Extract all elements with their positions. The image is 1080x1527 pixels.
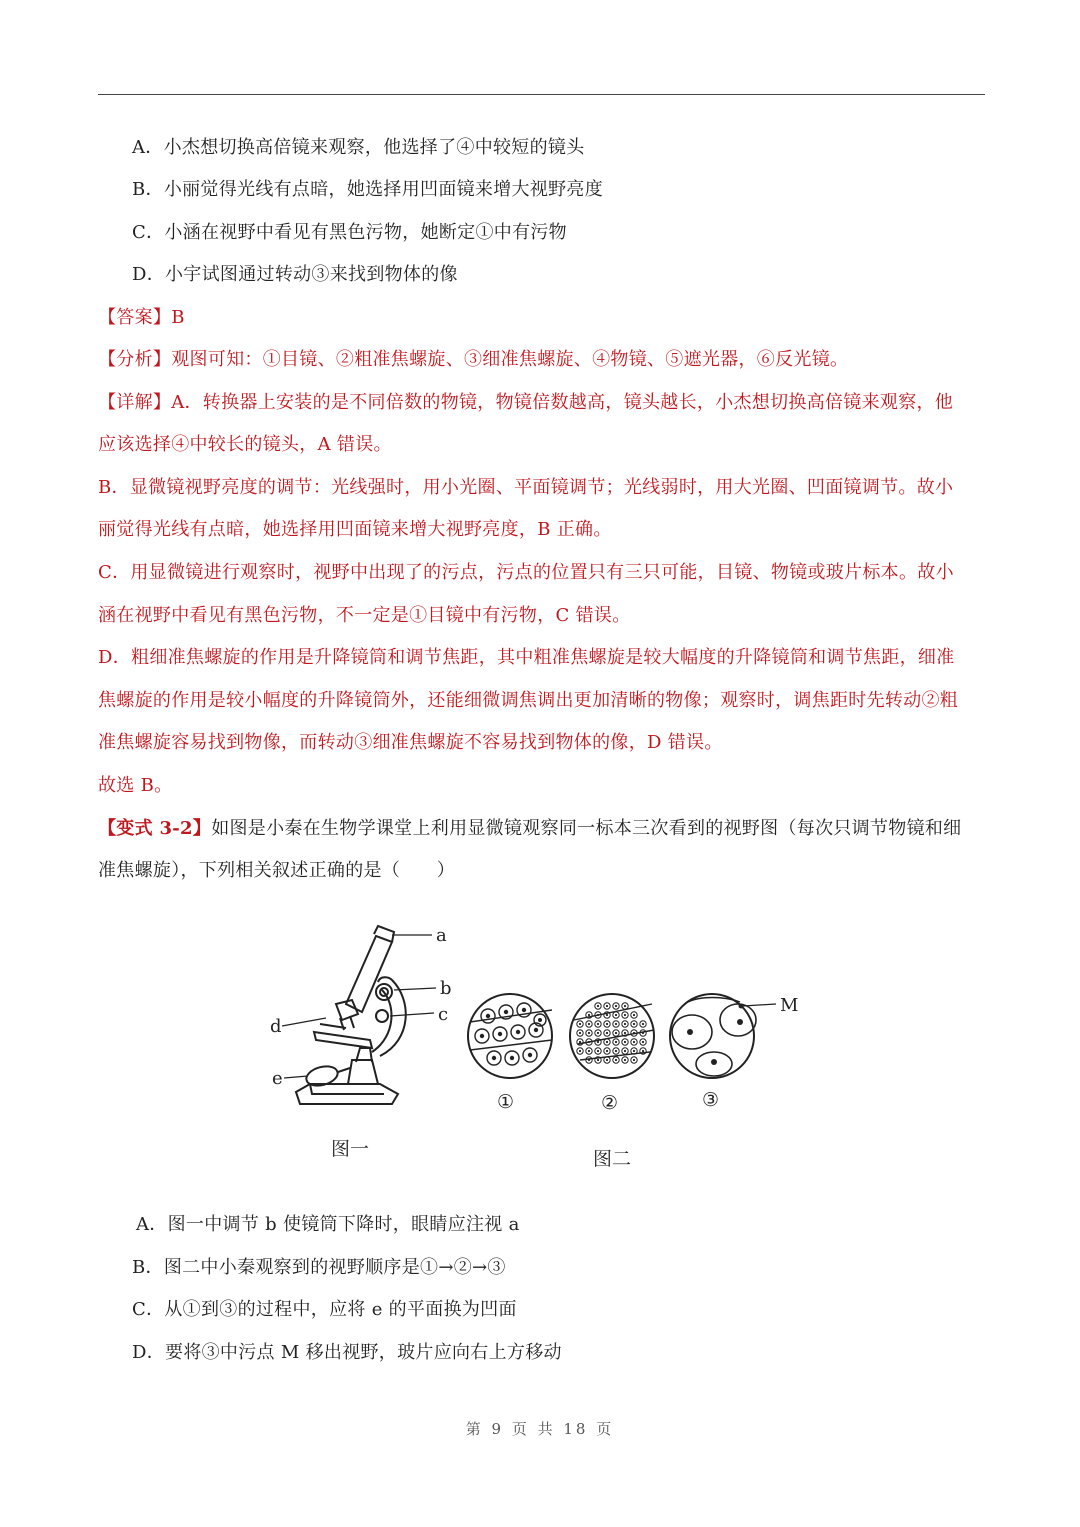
label-e: e: [272, 1068, 283, 1089]
detail-line-7: D．粗细准焦螺旋的作用是升降镜筒和调节焦距，其中粗准焦螺旋是较大幅度的升降镜筒和调节焦距，细准: [98, 647, 955, 668]
detail-line-6: 涵在视野中看见有黑色污物，不一定是①目镜中有污物，C 错误。: [98, 605, 631, 626]
detail-text: A．转换器上安装的是不同倍数的物镜，物镜倍数越高，镜头越长，小杰想切换高倍镜来观察，他: [171, 392, 954, 413]
cell-nucleus: [624, 1041, 626, 1043]
cell-nucleus: [624, 1032, 626, 1034]
microscope-stage: [314, 1032, 372, 1048]
detail-line-8: 焦螺旋的作用是较小幅度的升降镜筒外，还能细微调焦调出更加清晰的物像；观察时，调焦距时先转动②粗: [98, 690, 959, 711]
label-c: c: [438, 1004, 449, 1025]
cell-nucleus: [624, 1050, 626, 1052]
option-c: C．小涵在视野中看见有黑色污物，她断定①中有污物: [132, 222, 567, 243]
cell-nucleus: [615, 1032, 617, 1034]
figure-2-caption: 图二: [593, 1148, 632, 1170]
detail-tag: 【详解】: [98, 392, 172, 413]
option2-c: C．从①到③的过程中，应将 e 的平面换为凹面: [132, 1299, 517, 1320]
label-e-leader: [284, 1076, 308, 1078]
cell-nucleus: [597, 1059, 599, 1061]
cell-nucleus: [597, 1041, 599, 1043]
detail-line-3: B．显微镜视野亮度的调节：光线强时，用小光圈、平面镜调节；光线弱时，用大光圈、凹面镜调节。故小: [98, 477, 954, 498]
cell-nucleus: [606, 1023, 608, 1025]
cell-nucleus: [588, 1050, 590, 1052]
cell-nucleus: [633, 1023, 635, 1025]
label-d-leader: [282, 1018, 326, 1026]
cell-nucleus: [588, 1041, 590, 1043]
cell-nucleus: [597, 1014, 599, 1016]
cell-nucleus: [588, 1023, 590, 1025]
label-a: a: [436, 925, 447, 946]
figure-1-caption: 图一: [331, 1138, 370, 1160]
cell-nucleus: [588, 1059, 590, 1061]
cell-nucleus: [579, 1032, 581, 1034]
view-2-label: ②: [601, 1092, 619, 1114]
cell-nucleus: [606, 1059, 608, 1061]
detail-line-4: 丽觉得光线有点暗，她选择用凹面镜来增大视野亮度，B 正确。: [98, 519, 612, 540]
analysis-text: 观图可知：①目镜、②粗准焦螺旋、③细准焦螺旋、④物镜、⑤遮光器，⑥反光镜。: [171, 349, 849, 370]
view-3: [670, 994, 776, 1078]
label-m: M: [780, 995, 799, 1016]
cell-nucleus: [624, 1059, 626, 1061]
cell-nucleus: [606, 1041, 608, 1043]
cell-nucleus: [633, 1041, 635, 1043]
cell-nucleus: [588, 1014, 590, 1016]
detail-line-9: 准焦螺旋容易找到物像，而转动③细准焦螺旋不容易找到物体的像，D 错误。: [98, 732, 723, 753]
fine-focus-knob: [376, 1010, 388, 1022]
cell-nucleus: [579, 1041, 581, 1043]
cell-nucleus: [615, 1005, 617, 1007]
page-footer: 第 9 页 共 18 页: [465, 1420, 615, 1438]
cell-nucleus: [606, 1014, 608, 1016]
cell-nucleus: [615, 1050, 617, 1052]
cell-nucleus: [606, 1050, 608, 1052]
cell-nucleus: [633, 1032, 635, 1034]
option2-d: D．要将③中污点 M 移出视野，玻片应向右上方移动: [132, 1342, 562, 1363]
cell-nucleus: [615, 1014, 617, 1016]
cell-nucleus: [597, 1023, 599, 1025]
cell-nucleus: [597, 1005, 599, 1007]
cell-nucleus: [633, 1050, 635, 1052]
detail-line-5: C．用显微镜进行观察时，视野中出现了的污点，污点的位置只有三只可能，目镜、物镜或玻片标本。故小: [98, 562, 954, 583]
cell-nucleus: [579, 1023, 581, 1025]
cell-nucleus: [642, 1032, 644, 1034]
conclusion-line: 故选 B。: [98, 775, 173, 796]
cell-nucleus: [579, 1050, 581, 1052]
cell-nucleus: [642, 1050, 644, 1052]
cell-nucleus: [633, 1059, 635, 1061]
view-3-label: ③: [702, 1089, 720, 1111]
cell-nucleus: [642, 1023, 644, 1025]
answer-text: B: [171, 307, 185, 328]
cell-nucleus: [597, 1032, 599, 1034]
dirt-spot-m: [739, 1004, 744, 1009]
cell-nucleus: [633, 1014, 635, 1016]
variant-tag: 【变式 3-2】: [98, 818, 212, 839]
answer-tag: 【答案】: [98, 307, 172, 328]
view-1-label: ①: [497, 1091, 515, 1113]
option2-b: B．图二中小秦观察到的视野顺序是①→②→③: [132, 1257, 506, 1278]
cell-nucleus: [606, 1032, 608, 1034]
label-d: d: [270, 1016, 282, 1037]
detail-line-2: 应该选择④中较长的镜头，A 错误。: [98, 434, 392, 455]
cell-nucleus: [606, 1005, 608, 1007]
cell-nucleus: [597, 1050, 599, 1052]
cell-nucleus: [624, 1005, 626, 1007]
cell-nucleus: [642, 1041, 644, 1043]
option-a: A．小杰想切换高倍镜来观察，他选择了④中较短的镜头: [132, 137, 585, 158]
cell-nucleus: [624, 1023, 626, 1025]
cell-nucleus: [615, 1041, 617, 1043]
label-b: b: [440, 978, 452, 999]
cell-nucleus: [624, 1014, 626, 1016]
cell-nucleus: [615, 1023, 617, 1025]
label-b-leader: [394, 988, 436, 990]
cell-nucleus: [615, 1059, 617, 1061]
variant-line-2: 准焦螺旋），下列相关叙述正确的是（ ）: [98, 860, 455, 881]
option2-a: A．图一中调节 b 使镜筒下降时，眼睛应注视 a: [136, 1214, 520, 1235]
analysis-tag: 【分析】: [98, 349, 172, 370]
label-c-leader: [390, 1013, 434, 1016]
label-m-leader: [743, 1004, 776, 1006]
cell-nucleus: [588, 1032, 590, 1034]
option-d: D．小宇试图通过转动③来找到物体的像: [132, 264, 458, 285]
option-b: B．小丽觉得光线有点暗，她选择用凹面镜来增大视野亮度: [132, 179, 604, 200]
variant-text-1: 如图是小秦在生物学课堂上利用显微镜观察同一标本三次看到的视野图（每次只调节物镜和细: [211, 818, 962, 839]
